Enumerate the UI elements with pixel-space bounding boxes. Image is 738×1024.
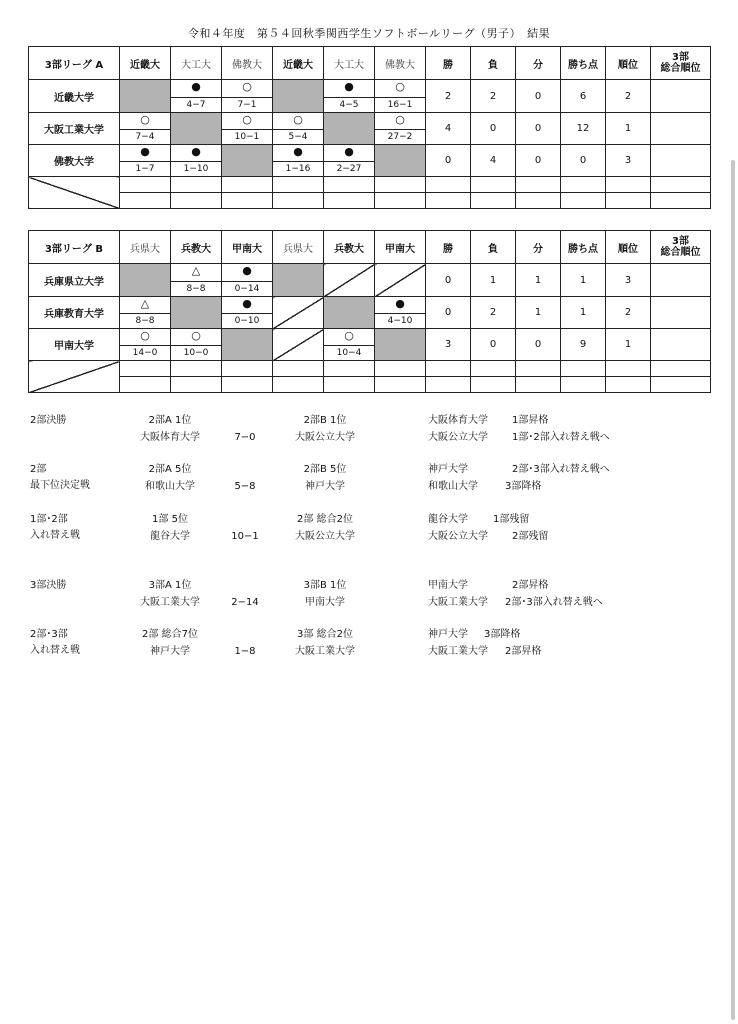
result-cell: ○ 10−4: [324, 329, 375, 361]
result-cell: ● 1−10: [171, 145, 222, 177]
table-row: [29, 113, 711, 145]
result1-text: 2部･3部入れ替え戦へ: [512, 464, 610, 475]
result2-text: 2部昇格: [505, 646, 542, 657]
table-row: [29, 329, 711, 361]
losses-header: 負: [471, 231, 516, 264]
empty-row: [29, 361, 711, 377]
side2-rank: 2部B 1位: [303, 415, 347, 426]
result2-text: 3部降格: [505, 481, 542, 492]
rank-value: 3: [606, 145, 651, 177]
table-row: [29, 145, 711, 177]
no-game-cell: [324, 264, 375, 297]
wins-value: 0: [426, 264, 471, 297]
opponent-header: 甲南大: [375, 231, 426, 264]
side1-team: 神戸大学: [150, 646, 190, 657]
side2-rank: 3部 総合2位: [297, 629, 353, 640]
overall-rank-value: [651, 113, 711, 145]
empty-diagonal-cell: [29, 177, 120, 209]
losses-value: 4: [471, 145, 516, 177]
side1-rank: 2部A 5位: [148, 464, 192, 475]
self-cell: [222, 329, 273, 361]
self-cell: [324, 297, 375, 329]
opponent-header: 大工大: [324, 47, 375, 80]
losses-value: 1: [471, 264, 516, 297]
wins-value: 0: [426, 145, 471, 177]
rank-value: 1: [606, 329, 651, 361]
result-cell: ○ 14−0: [120, 329, 171, 361]
side1-team: 龍谷大学: [150, 531, 190, 542]
league-a-table: [28, 46, 711, 209]
playoff-label: 1部･2部: [30, 514, 68, 525]
result1-text: 3部降格: [484, 629, 521, 640]
result-cell: ● 1−16: [273, 145, 324, 177]
result1-team: 甲南大学: [428, 580, 468, 591]
draws-header: 分: [516, 47, 561, 80]
result2-team: 和歌山大学: [428, 481, 478, 492]
team-name: 佛教大学: [29, 145, 120, 177]
result-cell: ○ 5−4: [273, 113, 324, 145]
side2-team: 甲南大学: [305, 597, 345, 608]
result-cell: ○ 7−4: [120, 113, 171, 145]
league-a-name: 3部リーグ A: [29, 47, 120, 80]
side2-team: 大阪公立大学: [295, 432, 355, 443]
table-row: [29, 264, 711, 297]
overall-rank-value: [651, 329, 711, 361]
overall-rank-header: 3部 総合順位: [651, 231, 711, 264]
side2-team: 大阪公立大学: [295, 531, 355, 542]
rank-header: 順位: [606, 47, 651, 80]
wins-value: 2: [426, 80, 471, 113]
points-header: 勝ち点: [561, 231, 606, 264]
points-value: 12: [561, 113, 606, 145]
league-a-header-row: [29, 47, 711, 80]
opponent-header: 大工大: [171, 47, 222, 80]
opponent-header: 甲南大: [222, 231, 273, 264]
result1-team: 神戸大学: [428, 629, 468, 640]
result-cell: ● 4−10: [375, 297, 426, 329]
self-cell: [171, 113, 222, 145]
side2-team: 大阪工業大学: [295, 646, 355, 657]
no-game-cell: [375, 264, 426, 297]
side2-rank: 3部B 1位: [303, 580, 347, 591]
points-value: 9: [561, 329, 606, 361]
no-game-cell: [273, 297, 324, 329]
self-cell: [324, 113, 375, 145]
result-cell: ○ 10−0: [171, 329, 222, 361]
playoff-label: 2部決勝: [30, 415, 67, 426]
wins-value: 4: [426, 113, 471, 145]
result1-text: 2部昇格: [512, 580, 549, 591]
self-cell: [120, 80, 171, 113]
draws-value: 0: [516, 145, 561, 177]
side1-rank: 2部A 1位: [148, 415, 192, 426]
overall-rank-value: [651, 80, 711, 113]
rank-value: 2: [606, 297, 651, 329]
draws-value: 0: [516, 329, 561, 361]
opponent-header: 佛教大: [222, 47, 273, 80]
side2-team: 神戸大学: [305, 481, 345, 492]
league-b-header-row: [29, 231, 711, 264]
side1-rank: 1部 5位: [152, 514, 188, 525]
result2-text: 1部･2部入れ替え戦へ: [512, 432, 610, 443]
self-cell: [171, 297, 222, 329]
league-b-name: 3部リーグ B: [29, 231, 120, 264]
opponent-header: 兵県大: [120, 231, 171, 264]
opponent-header: 佛教大: [375, 47, 426, 80]
overall-rank-value: [651, 264, 711, 297]
team-name: 甲南大学: [29, 329, 120, 361]
team-name: 近畿大学: [29, 80, 120, 113]
vertical-scrollbar[interactable]: [731, 160, 735, 1020]
overall-rank-value: [651, 145, 711, 177]
result1-text: 1部昇格: [512, 415, 549, 426]
draws-value: 1: [516, 264, 561, 297]
team-name: 兵庫県立大学: [29, 264, 120, 297]
result2-team: 大阪公立大学: [428, 531, 488, 542]
losses-value: 2: [471, 80, 516, 113]
page-title: 令和４年度 第５４回秋季関西学生ソフトボールリーグ（男子） 結果: [187, 27, 551, 40]
side1-team: 和歌山大学: [145, 481, 195, 492]
self-cell: [375, 329, 426, 361]
result1-text: 1部残留: [493, 514, 530, 525]
playoff-label: 2部･3部: [30, 629, 68, 640]
side2-rank: 2部 総合2位: [297, 514, 353, 525]
opponent-header: 近畿大: [273, 47, 324, 80]
opponent-header: 兵教大: [324, 231, 375, 264]
no-game-cell: [273, 329, 324, 361]
empty-diagonal-cell: [29, 361, 120, 393]
wins-value: 0: [426, 297, 471, 329]
result-cell: ○ 7−1: [222, 80, 273, 113]
playoff-label-line2: 入れ替え戦: [30, 530, 80, 541]
score: 5−8: [234, 481, 256, 492]
overall-rank-value: [651, 297, 711, 329]
team-name: 大阪工業大学: [29, 113, 120, 145]
draws-value: 0: [516, 80, 561, 113]
rank-value: 2: [606, 80, 651, 113]
result-cell: ● 4−7: [171, 80, 222, 113]
league-b-table: [28, 230, 711, 393]
result2-text: 2部残留: [512, 531, 549, 542]
rank-value: 3: [606, 264, 651, 297]
result-cell: ● 1−7: [120, 145, 171, 177]
score: 1−8: [234, 646, 256, 657]
opponent-header: 兵教大: [171, 231, 222, 264]
result-cell: ● 4−5: [324, 80, 375, 113]
result-cell: ○ 10−1: [222, 113, 273, 145]
self-cell: [222, 145, 273, 177]
losses-value: 2: [471, 297, 516, 329]
side2-rank: 2部B 5位: [303, 464, 347, 475]
draws-value: 1: [516, 297, 561, 329]
side1-team: 大阪体育大学: [140, 432, 200, 443]
empty-row: [29, 377, 711, 393]
draws-value: 0: [516, 113, 561, 145]
points-value: 1: [561, 297, 606, 329]
wins-header: 勝: [426, 231, 471, 264]
result-cell: ● 0−10: [222, 297, 273, 329]
score: 7−0: [234, 432, 256, 443]
self-cell: [273, 80, 324, 113]
opponent-header: 近畿大: [120, 47, 171, 80]
result1-team: 神戸大学: [428, 464, 468, 475]
side1-rank: 3部A 1位: [148, 580, 192, 591]
table-row: [29, 80, 711, 113]
result2-team: 大阪工業大学: [428, 646, 488, 657]
overall-rank-header: 3部 総合順位: [651, 47, 711, 80]
result-cell: ● 2−27: [324, 145, 375, 177]
result2-team: 大阪工業大学: [428, 597, 488, 608]
result2-team: 大阪公立大学: [428, 432, 488, 443]
points-value: 1: [561, 264, 606, 297]
wins-header: 勝: [426, 47, 471, 80]
empty-row: [29, 177, 711, 193]
points-value: 0: [561, 145, 606, 177]
points-header: 勝ち点: [561, 47, 606, 80]
playoff-label: 3部決勝: [30, 580, 67, 591]
result2-text: 2部･3部入れ替え戦へ: [505, 597, 603, 608]
losses-value: 0: [471, 113, 516, 145]
result-cell: △ 8−8: [171, 264, 222, 297]
playoff-label-line2: 入れ替え戦: [30, 645, 80, 656]
draws-header: 分: [516, 231, 561, 264]
team-name: 兵庫教育大学: [29, 297, 120, 329]
result-cell: △ 8−8: [120, 297, 171, 329]
self-cell: [120, 264, 171, 297]
side1-rank: 2部 総合7位: [142, 629, 198, 640]
side1-team: 大阪工業大学: [140, 597, 200, 608]
self-cell: [375, 145, 426, 177]
playoff-label: 2部: [30, 464, 47, 475]
result-cell: ○ 27−2: [375, 113, 426, 145]
opponent-header: 兵県大: [273, 231, 324, 264]
self-cell: [273, 264, 324, 297]
rank-header: 順位: [606, 231, 651, 264]
empty-row: [29, 193, 711, 209]
losses-header: 負: [471, 47, 516, 80]
table-row: [29, 297, 711, 329]
losses-value: 0: [471, 329, 516, 361]
result-cell: ○ 16−1: [375, 80, 426, 113]
points-value: 6: [561, 80, 606, 113]
wins-value: 3: [426, 329, 471, 361]
playoff-label-line2: 最下位決定戦: [30, 480, 90, 491]
result-cell: ● 0−14: [222, 264, 273, 297]
score: 10−1: [231, 531, 259, 542]
result1-team: 大阪体育大学: [428, 415, 488, 426]
score: 2−14: [231, 597, 259, 608]
rank-value: 1: [606, 113, 651, 145]
result1-team: 龍谷大学: [428, 514, 468, 525]
